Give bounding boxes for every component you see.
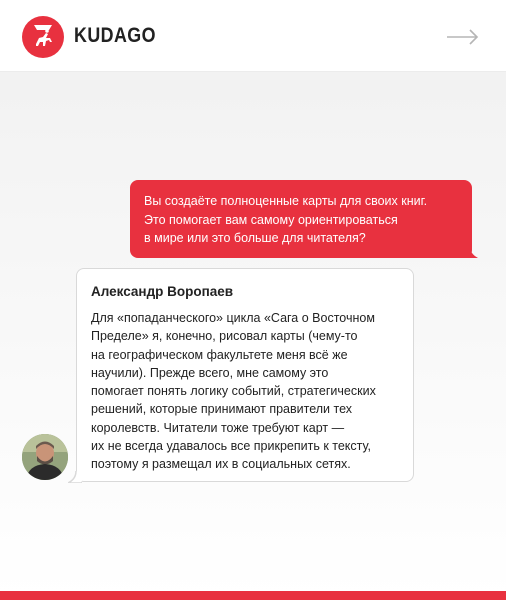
author-photo <box>22 434 68 480</box>
bubble-tail <box>68 471 82 483</box>
question-line: в мире или это больше для читателя? <box>144 231 366 245</box>
logo[interactable] <box>22 16 64 58</box>
answer-line: их не всегда удавалось все прикрепить к тексту, <box>91 439 371 454</box>
brand-name[interactable]: KUDAGO <box>74 24 156 47</box>
question-bubble <box>130 180 472 258</box>
answer-bubble <box>76 268 414 482</box>
answer-line: решений, которые принимают правители тех <box>91 402 352 417</box>
answer-line: Для «попаданческого» цикла «Сага о Восточном <box>91 311 375 325</box>
answer-line: Пределе» я, конечно, рисовал карты (чему-то <box>91 329 358 344</box>
author-name: Александр Воропаев <box>91 284 234 299</box>
question-line: Вы создаёте полноценные карты для своих книг. <box>144 194 428 208</box>
answer-line: на географическом факультете меня всё же <box>91 347 348 362</box>
answer-line: помогает понять логику событий, стратегических <box>91 384 376 399</box>
bubble-tail <box>464 246 478 258</box>
rider-icon <box>22 16 64 58</box>
answer-line: научили). Прежде всего, мне самому это <box>91 365 329 380</box>
avatar <box>22 434 68 480</box>
site-header <box>0 0 506 72</box>
answer-line: королевств. Читатели тоже требуют карт — <box>91 420 345 435</box>
footer-bar <box>0 591 506 600</box>
answer-line: поэтому я размещал их в социальных сетях. <box>91 457 351 472</box>
arrow-right-icon[interactable] <box>446 28 480 46</box>
question-line: Это помогает вам самому ориентироваться <box>144 212 398 227</box>
